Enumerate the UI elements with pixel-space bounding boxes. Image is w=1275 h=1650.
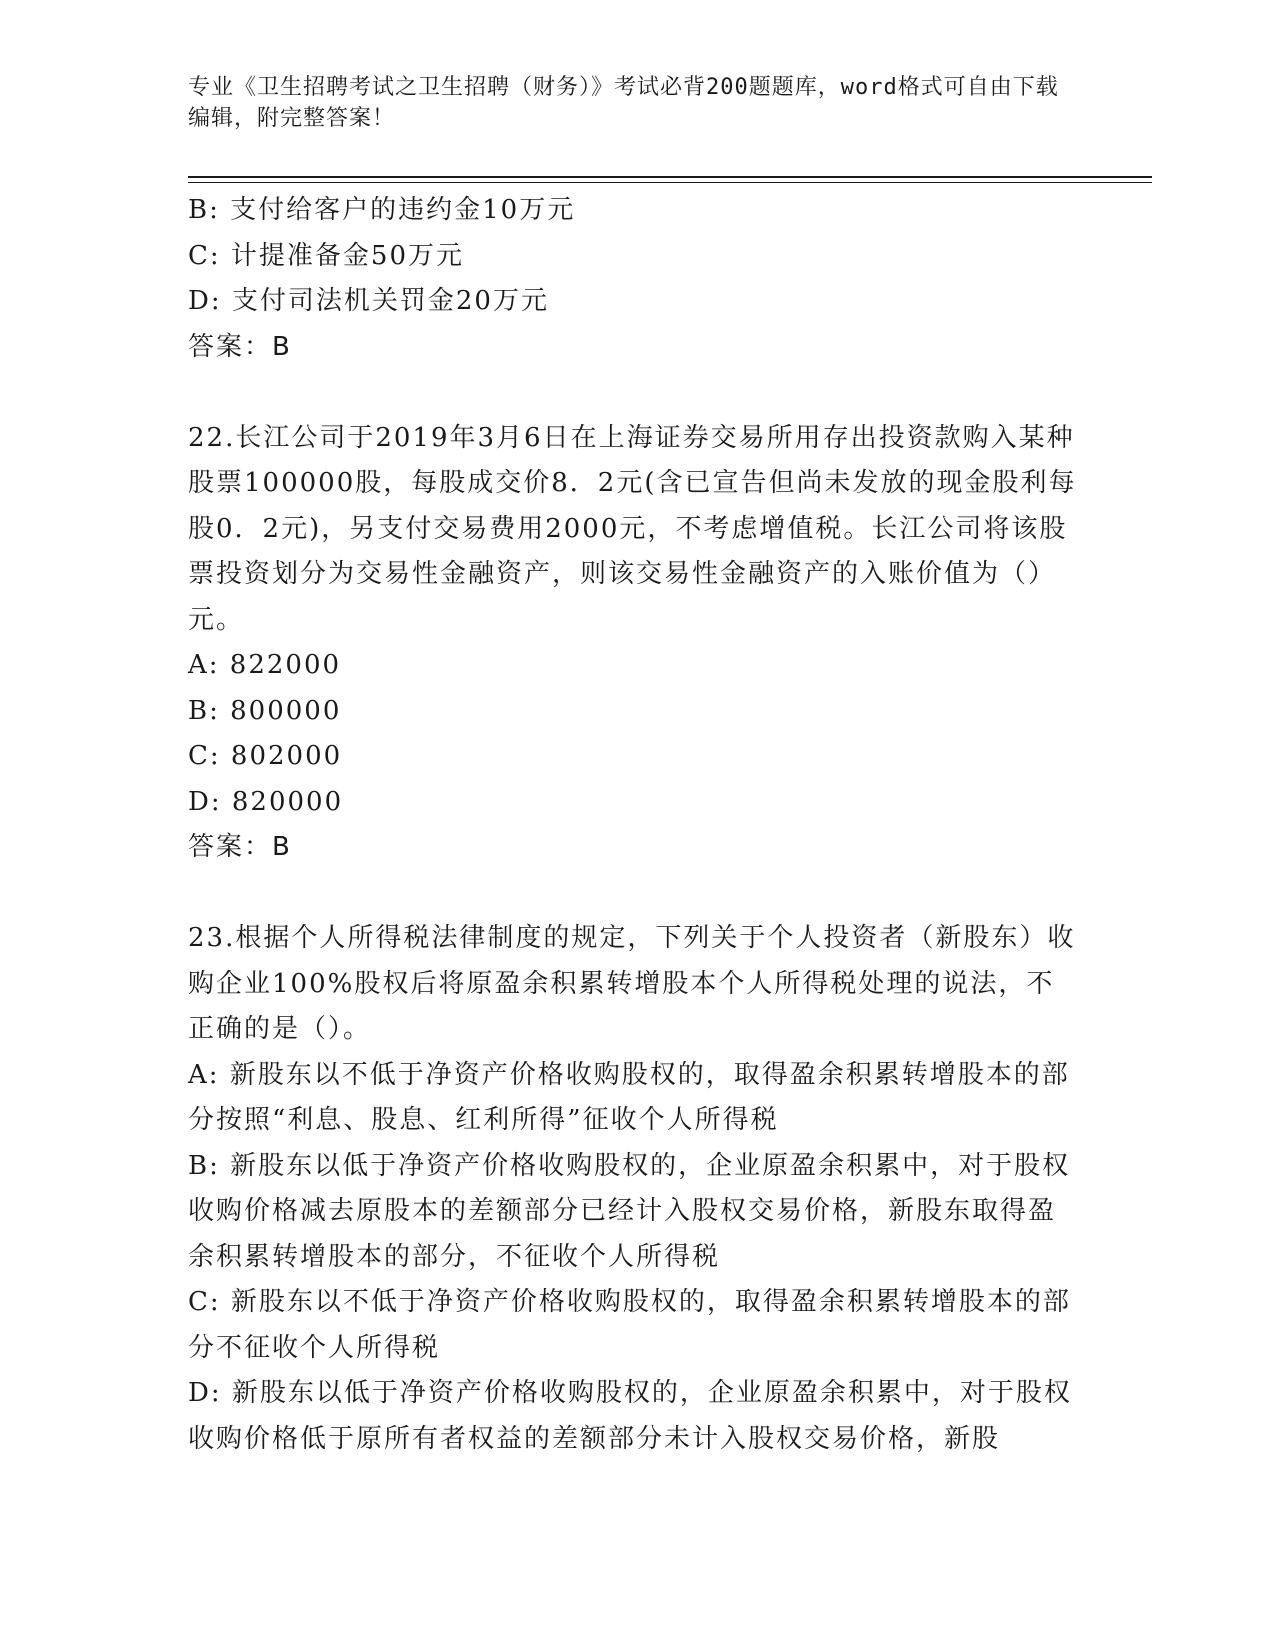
option-c: C: 计提准备金50万元 bbox=[188, 240, 465, 271]
header-rule-thin bbox=[188, 182, 1152, 183]
option-d: D: 新股东以低于净资产价格收购股权的，企业原盈余积累中，对于股权收购价格低于原所有者权益的差额部分未计入股权交易价格，新股 bbox=[188, 1378, 1072, 1454]
option-a: A: 822000 bbox=[188, 650, 342, 680]
question-content bbox=[188, 188, 1078, 1462]
option-b: B: 新股东以低于净资产价格收购股权的，企业原盈余积累中，对于股权收购价格减去原股本的差额部分已经计入股权交易价格，新股东取得盈余积累转增股本的部分，不征收个人所得税 bbox=[188, 1150, 1071, 1272]
prev-question bbox=[188, 188, 1078, 370]
option-a: A: 新股东以不低于净资产价格收购股权的，取得盈余积累转增股本的部分按照“利息、股息、红利所得”征收个人所得税 bbox=[188, 1059, 1070, 1135]
option-b: B: 800000 bbox=[188, 695, 342, 726]
spacer bbox=[188, 871, 1078, 917]
question-stem: 22.长江公司于2019年3月6日在上海证券交易所用存出投资款购入某种股票100000股，每股成交价8．2元(含已宣告但尚未发放的现金股利每股0．2元)，另支付交易费用2000元，不考虑增值税。长江公司将该股票投资划分为交易性金融资产，则该交易性金融资产的入账价值为（）元。 bbox=[188, 422, 1077, 635]
header-rule-thick bbox=[188, 176, 1152, 178]
option-c: C: 新股东以不低于净资产价格收购股权的，取得盈余积累转增股本的部分不征收个人所得税 bbox=[188, 1287, 1071, 1363]
answer-line: 答案：B bbox=[188, 832, 292, 862]
page-header: 专业《卫生招聘考试之卫生招聘（财务）》考试必背200题题库，word格式可自由下载编辑，附完整答案！ bbox=[188, 75, 1059, 131]
question-22 bbox=[188, 416, 1078, 871]
option-b: B: 支付给客户的违约金10万元 bbox=[188, 195, 576, 225]
answer-line: 答案：B bbox=[188, 331, 292, 362]
spacer bbox=[188, 370, 1078, 416]
option-d: D: 支付司法机关罚金20万元 bbox=[188, 286, 549, 316]
question-23 bbox=[188, 916, 1078, 1462]
option-c: C: 802000 bbox=[188, 741, 343, 771]
option-d: D: 820000 bbox=[188, 786, 344, 817]
question-stem: 23.根据个人所得税法律制度的规定，下列关于个人投资者（新股东）收购企业100%股权后将原盈余积累转增股本个人所得税处理的说法，不正确的是（）。 bbox=[188, 923, 1076, 1044]
